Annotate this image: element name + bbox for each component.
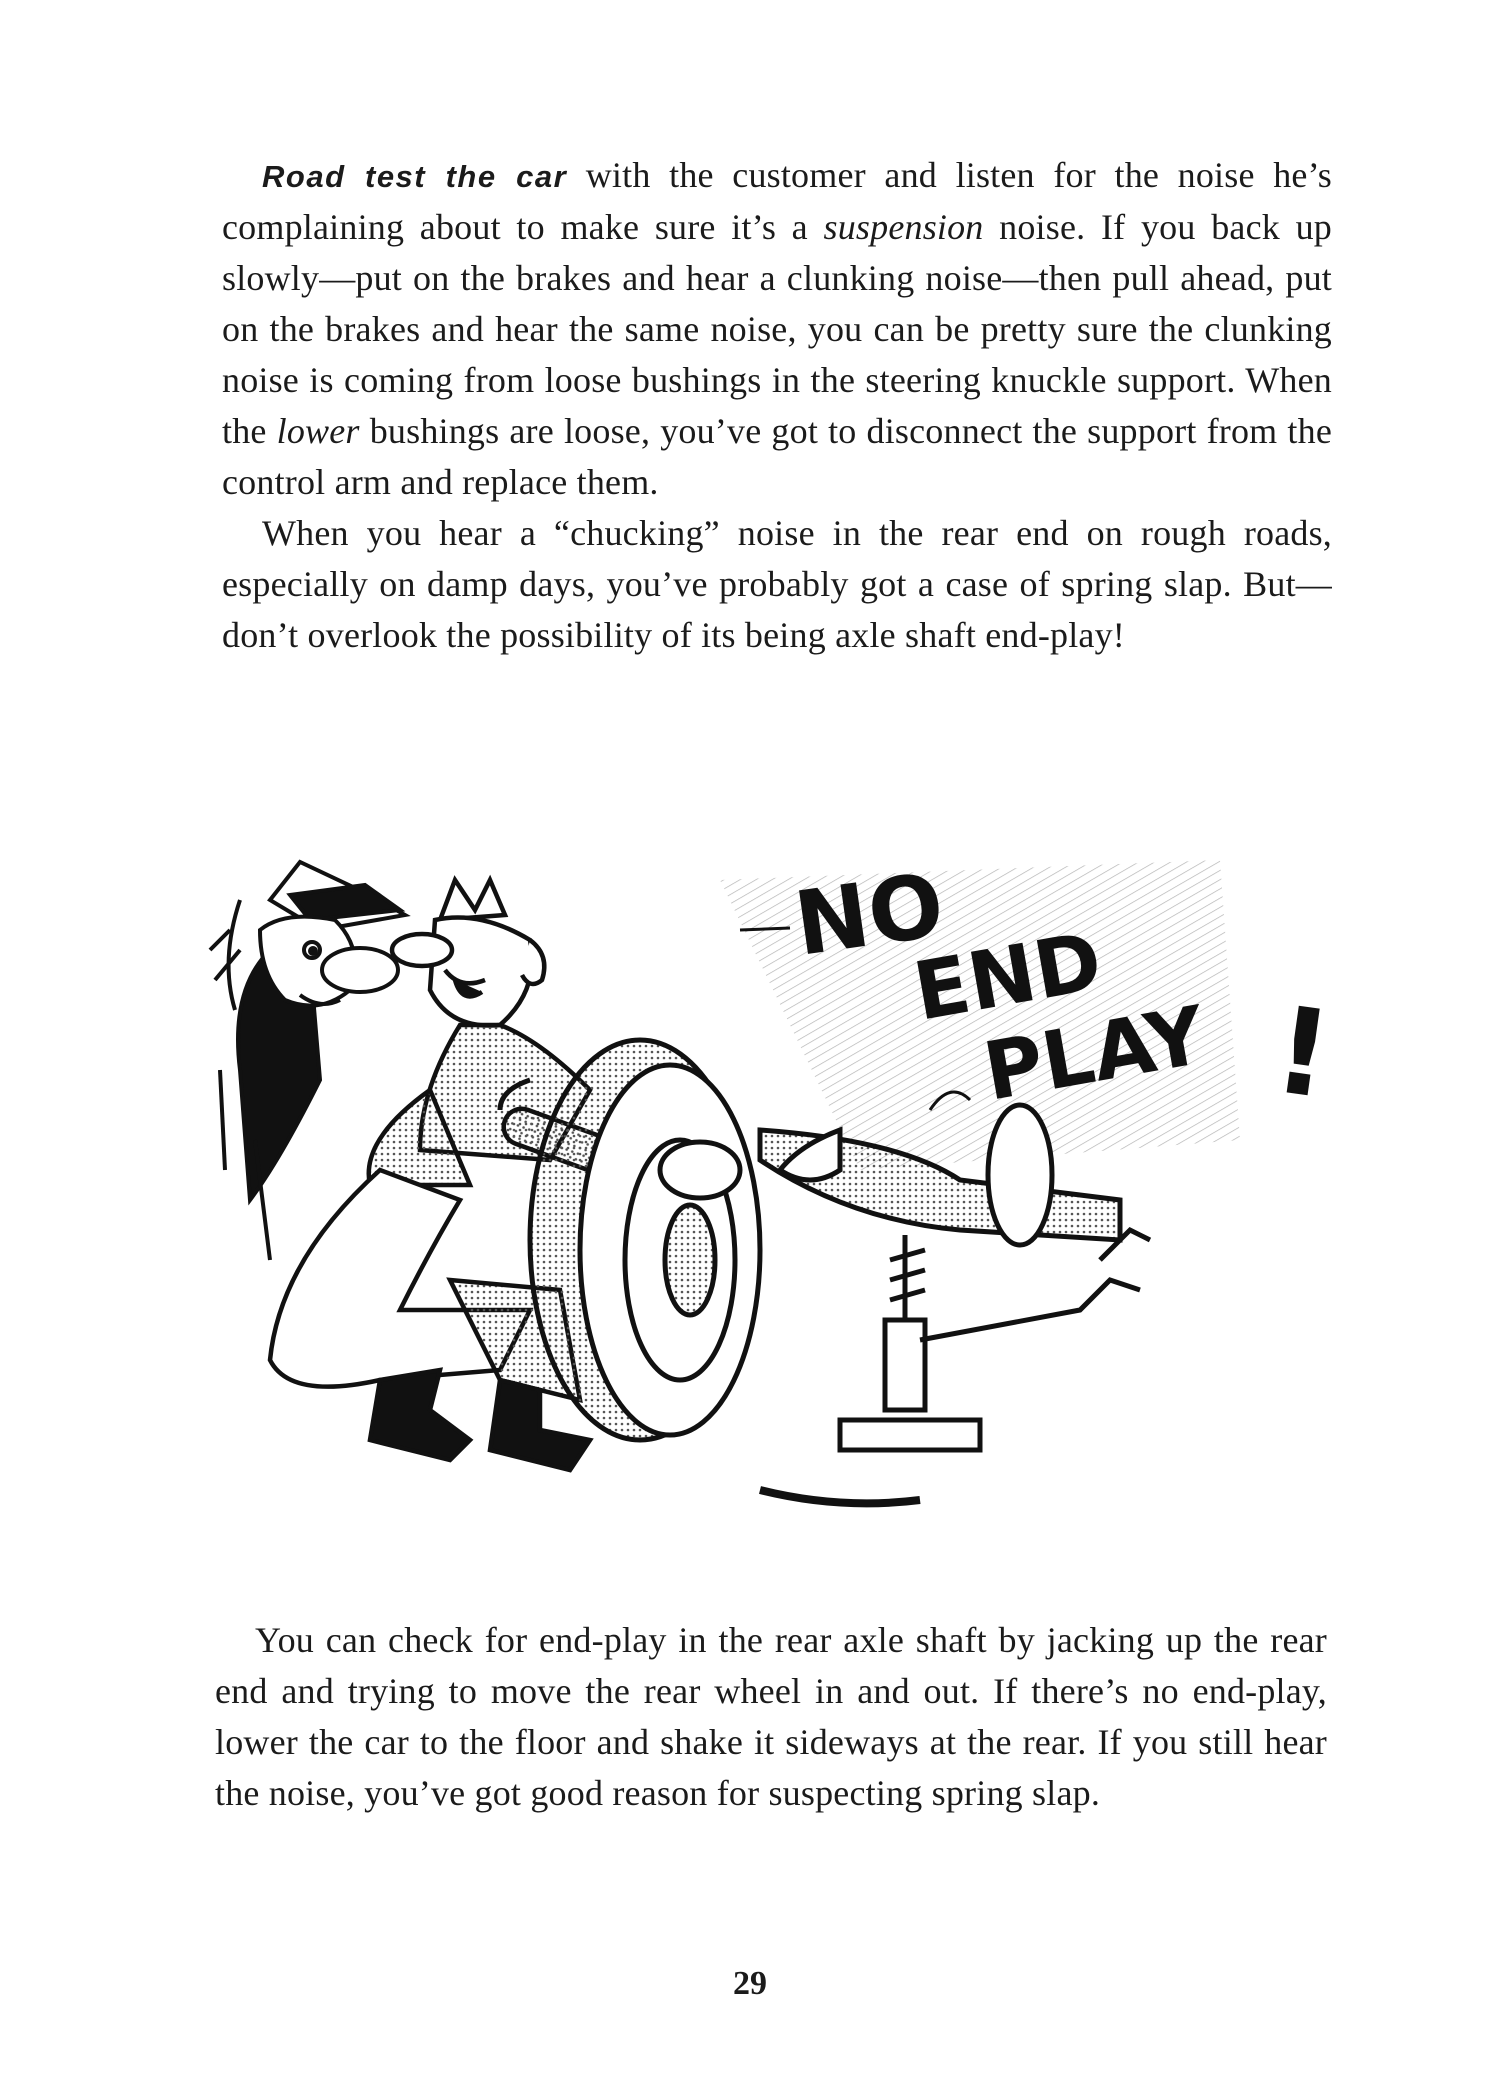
page-number: 29 <box>733 1965 767 2002</box>
cartoon-illustration <box>200 840 1340 1560</box>
jack-stand <box>840 1230 1150 1450</box>
italic-term: suspension <box>823 207 984 247</box>
paragraph-end-play-check: You can check for end-play in the rear axle shaft by jacking up the rear end and trying to move the rear wheel in and out. If there’s no end-play, lower the car to the floor and shake it sideways at the rear. If you still hear the noise, you’ve got good reason for suspecting spring slap. <box>215 1620 1327 1813</box>
bottom-text-block <box>215 1615 1327 1819</box>
top-text-block <box>222 150 1332 661</box>
paragraph-chucking-noise: When you hear a “chucking” noise in the rear end on rough roads, especially on damp days, you’ve probably got a case of spring slap. But—don’t overlook the possibility of its being axle shaft end-play! <box>222 513 1332 655</box>
italic-term: lower <box>276 411 360 451</box>
caption-word-play: PLAY <box>977 988 1212 1119</box>
paragraph-text: noise. If you back up slowly—put on the brakes and hear a clunking noise—then pull ahead, put on the brakes and hear the same noise, you can be pretty sure the clunking noise is coming from loose bushings in the steering knuckle support. When the <box>222 207 1332 451</box>
lead-in-heading: Road test the car <box>262 159 568 194</box>
caption-word-end: END <box>907 914 1109 1039</box>
mechanic-wheel-cartoon <box>200 840 1340 1560</box>
paragraph-road-test <box>222 150 1332 508</box>
caption-exclamation: ! <box>1265 981 1340 1127</box>
paragraph-text: bushings are loose, you’ve got to disconnect the support from the control arm and replace them. <box>222 411 1332 502</box>
paragraph-text: with the customer and listen for the noise he’s complaining about to make sure it’s a <box>222 155 1333 247</box>
caption-word-no: NO <box>788 853 950 976</box>
